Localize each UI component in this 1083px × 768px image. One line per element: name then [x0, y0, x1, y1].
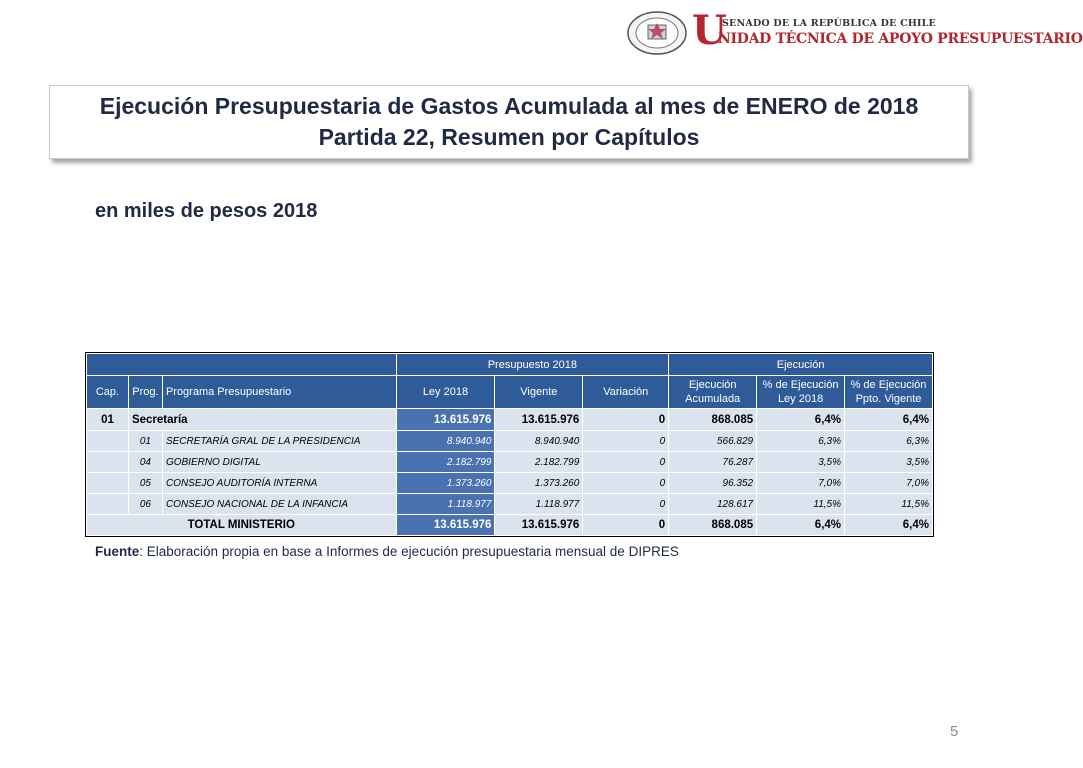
page-subtitle: en miles de pesos 2018 [95, 200, 318, 222]
row-ejecucion: 96.352 [669, 473, 757, 494]
total-ejecucion: 868.085 [669, 515, 757, 536]
row-pct-vigente: 7,0% [845, 473, 933, 494]
page-number: 5 [950, 723, 959, 740]
total-variacion: 0 [583, 515, 669, 536]
presupuesto-group-header: Presupuesto 2018 [396, 354, 669, 376]
row-pct-vigente: 3,5% [845, 452, 933, 473]
col-header-pct-vigente [845, 376, 933, 409]
row-cap-blank [87, 452, 129, 473]
logo-letter-u: U [692, 7, 727, 54]
chapter-name: Secretaría [128, 409, 396, 431]
table-row [87, 452, 933, 473]
row-pct-ley: 3,5% [757, 452, 845, 473]
blank-header-cell [87, 354, 397, 376]
page-title-line2: Partida 22, Resumen por Capítulos [318, 124, 700, 150]
total-ley: 13.615.976 [396, 515, 495, 536]
col-header-ejecucion-acumulada [669, 376, 757, 409]
row-cap-blank [87, 431, 129, 452]
chapter-cap: 01 [87, 409, 129, 431]
senado-seal-icon [626, 10, 688, 56]
chapter-ley: 13.615.976 [396, 409, 495, 431]
row-prog: 06 [128, 494, 162, 515]
col-header-pct-ley-l2: Ley 2018 [777, 393, 824, 405]
table-row [87, 494, 933, 515]
row-ley: 1.373.260 [396, 473, 495, 494]
total-vigente: 13.615.976 [495, 515, 583, 536]
budget-table [86, 353, 933, 536]
source-label: Fuente [95, 544, 140, 559]
col-header-pct-vigente-l1: % de Ejecución [850, 379, 927, 391]
row-vigente: 2.182.799 [495, 452, 583, 473]
row-vigente: 1.118.977 [495, 494, 583, 515]
title-box [49, 85, 969, 159]
row-pct-vigente: 6,3% [845, 431, 933, 452]
chapter-pct-vigente: 6,4% [845, 409, 933, 431]
chapter-variacion: 0 [583, 409, 669, 431]
total-label: TOTAL MINISTERIO [87, 515, 397, 536]
row-cap-blank [87, 494, 129, 515]
row-variacion: 0 [583, 431, 669, 452]
chapter-ejecucion: 868.085 [669, 409, 757, 431]
col-header-cap: Cap. [87, 376, 129, 409]
table-column-header-row [87, 376, 933, 409]
row-name: GOBIERNO DIGITAL [162, 452, 396, 473]
col-header-ejecucion-acumulada-l2: Acumulada [685, 393, 741, 405]
row-pct-ley: 6,3% [757, 431, 845, 452]
row-vigente: 8.940.940 [495, 431, 583, 452]
row-ejecucion: 566.829 [669, 431, 757, 452]
row-prog: 04 [128, 452, 162, 473]
chapter-vigente: 13.615.976 [495, 409, 583, 431]
row-variacion: 0 [583, 494, 669, 515]
row-name: CONSEJO NACIONAL DE LA INFANCIA [162, 494, 396, 515]
row-vigente: 1.373.260 [495, 473, 583, 494]
source-note [95, 544, 679, 559]
row-pct-vigente: 11,5% [845, 494, 933, 515]
row-ejecucion: 76.287 [669, 452, 757, 473]
page-title-line1: Ejecución Presupuestaria de Gastos Acumulada al mes de ENERO de 2018 [99, 93, 919, 119]
total-pct-ley: 6,4% [757, 515, 845, 536]
col-header-prog: Prog. [128, 376, 162, 409]
total-row [87, 515, 933, 536]
total-pct-vigente: 6,4% [845, 515, 933, 536]
ejecucion-group-header: Ejecución [669, 354, 933, 376]
row-prog: 01 [128, 431, 162, 452]
table-row [87, 473, 933, 494]
col-header-programa: Programa Presupuestario [162, 376, 396, 409]
row-cap-blank [87, 473, 129, 494]
col-header-ejecucion-acumulada-l1: Ejecución [688, 379, 737, 391]
logo-senado-line: SENADO DE LA REPÚBLICA DE CHILE [722, 18, 936, 29]
source-text: : Elaboración propia en base a Informes de ejecución presupuestaria mensual de DIPRES [139, 544, 679, 559]
row-ley: 1.118.977 [396, 494, 495, 515]
col-header-pct-vigente-l2: Ppto. Vigente [855, 393, 922, 405]
col-header-ley: Ley 2018 [396, 376, 495, 409]
row-variacion: 0 [583, 452, 669, 473]
chapter-row [87, 409, 933, 431]
table-group-header-row [87, 354, 933, 376]
row-ejecucion: 128.617 [669, 494, 757, 515]
chapter-pct-ley: 6,4% [757, 409, 845, 431]
unidad-tecnica-logo [626, 7, 1083, 56]
logo-unidad-line: NIDAD TÉCNICA DE APOYO PRESUPUESTARIO [718, 31, 1083, 47]
col-header-variacion: Variación [583, 376, 669, 409]
row-name: SECRETARÍA GRAL DE LA PRESIDENCIA [162, 431, 396, 452]
row-ley: 2.182.799 [396, 452, 495, 473]
table-row [87, 431, 933, 452]
row-variacion: 0 [583, 473, 669, 494]
row-name: CONSEJO AUDITORÍA INTERNA [162, 473, 396, 494]
row-prog: 05 [128, 473, 162, 494]
row-pct-ley: 11,5% [757, 494, 845, 515]
col-header-pct-ley [757, 376, 845, 409]
col-header-pct-ley-l1: % de Ejecución [762, 379, 839, 391]
col-header-vigente: Vigente [495, 376, 583, 409]
row-ley: 8.940.940 [396, 431, 495, 452]
row-pct-ley: 7,0% [757, 473, 845, 494]
